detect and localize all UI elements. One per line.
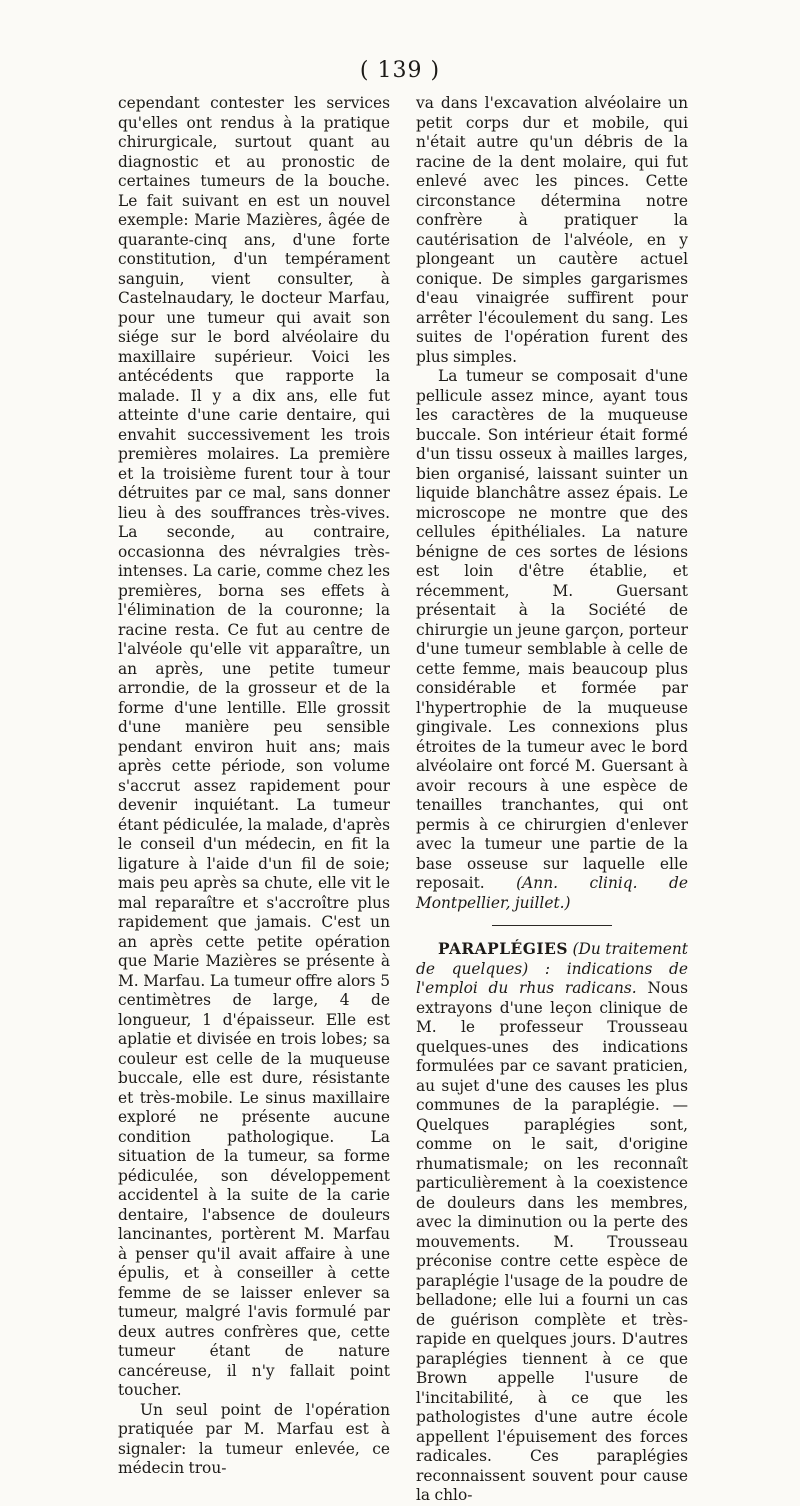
right-paragraph-2 [416,367,688,913]
left-column [118,94,390,1479]
section-heading: PARAPLÉGIES [438,940,568,958]
section-paragraph [416,940,688,1506]
section-divider [492,925,612,926]
page-number: ( 139 ) [359,58,441,83]
right-paragraph-2-text: La tumeur se composait d'une pellicule assez mince, ayant tous les caractères de la muqueuse buccale. Son intérieur était formé d'un tissu osseux à mailles larges, bien organisé, laissant suinter un liquide blanchâtre assez épais. Le microscope ne montre que des cellules épithéliales. La nature bénigne de ces sortes de lésions est loin d'être établie, et récemment, M. Guersant présentait à la Société de chirurgie un jeune garçon, porteur d'une tumeur semblable à celle de cette femme, mais beaucoup plus considérable et formée par l'hypertrophie de la muqueuse gingivale. Les connexions plus étroites de la tumeur avec le bord alvéolaire ont forcé M. Guersant à avoir recours à une espèce de tenailles tranchantes, qui ont permis à ce chirurgien d'enlever avec la tumeur une partie de la base osseuse sur laquelle elle reposait. [416,367,688,892]
left-paragraph-1: cependant contester les services qu'elles ont rendus à la pratique chirurgicale, surtout quant au diagnostic et au pronostic de certaines tumeurs de la bouche. Le fait suivant en est un nouvel exemple: Marie Mazières, âgée de quarante-cinq ans, d'une forte constitution, d'un tempérament sanguin, vient consulter, à Castelnaudary, le docteur Marfau, pour une tumeur qui avait son siége sur le bord alvéolaire du maxillaire supérieur. Voici les antécédents que rapporte la malade. Il y a dix ans, elle fut atteinte d'une carie dentaire, qui envahit successivement les trois premières molaires. La première et la troisième furent tour à tour détruites par ce mal, sans donner lieu à des souffrances très-vives. La seconde, au contraire, occasionna des névralgies très-intenses. La carie, comme chez les premières, borna ses effets à l'élimination de la couronne; la racine resta. Ce fut au centre de l'alvéole qu'elle vit apparaître, un an après, une petite tumeur arrondie, de la grosseur et de la forme d'une lentille. Elle grossit d'une manière peu sensible pendant environ huit ans; mais après cette période, son volume s'accrut assez rapidement pour devenir inquiétant. La tumeur étant pédiculée, la malade, d'après le conseil d'un médecin, en fit la ligature à l'aide d'un fil de soie; mais peu après sa chute, elle vit le mal reparaître et s'accroître plus rapidement que jamais. C'est un an après cette petite opération que Marie Mazières se présente à M. Marfau. La tumeur offre alors 5 centimètres de large, 4 de longueur, 1 d'épaisseur. Elle est aplatie et divisée en trois lobes; sa couleur est celle de la muqueuse buccale, elle est dure, résistante et très-mobile. Le sinus maxillaire exploré ne présente aucune condition pathologique. La situation de la tumeur, sa forme pédiculée, son développement accidentel à la suite de la carie dentaire, l'absence de douleurs lancinantes, portèrent M. Marfau à penser qu'il avait affaire à une épulis, et à conseiller à cette femme de se laisser enlever sa tumeur, malgré l'avis formulé par deux autres confrères que, cette tumeur étant de nature cancéreuse, il n'y fallait point toucher. [118,94,390,1399]
left-paragraph-2: Un seul point de l'opération pratiquée par M. Marfau est à signaler: la tumeur enlevée, ce médecin trou- [118,1400,390,1477]
citation: (Ann. cliniq. de Montpellier, juillet.) [416,874,688,912]
section-text: Nous extrayons d'une leçon clinique de M. le professeur Trousseau quelques-unes des indications formulées par ce savant praticien, au sujet d'une des causes les plus communes de la paraplégie. — Quelques paraplégies sont, comme on le sait, d'origine rhumatismale; on les reconnaît particulièrement à la coexistence de douleurs dans les membres, avec la diminution ou la perte des mouvements. M. Trousseau préconise contre cette espèce de paraplégie l'usage de la poudre de belladone; elle lui a fourni un cas de guérison complète et très-rapide en quelques jours. D'autres paraplégies tiennent à ce que Brown appelle l'usure de l'incitabilité, à ce que les pathologistes d'une autre école appellent l'épuisement des forces radicales. Ces paraplégies reconnaissent souvent pour cause la chlo- [416,979,688,1504]
section-title: (Du traitement de quelques) : indications de l'emploi du rhus radicans. [416,940,688,997]
right-column [416,94,688,1506]
right-paragraph-1: va dans l'excavation alvéolaire un petit corps dur et mobile, qui n'était autre qu'un débris de la racine de la dent molaire, qui fut enlevé avec les pinces. Cette circonstance détermina notre confrère à pratiquer la cautérisation de l'alvéole, en y plongeant un cautère actuel conique. De simples gargarismes d'eau vinaigrée suffirent pour arrêter l'écoulement du sang. Les suites de l'opération furent des plus simples. [416,94,688,366]
